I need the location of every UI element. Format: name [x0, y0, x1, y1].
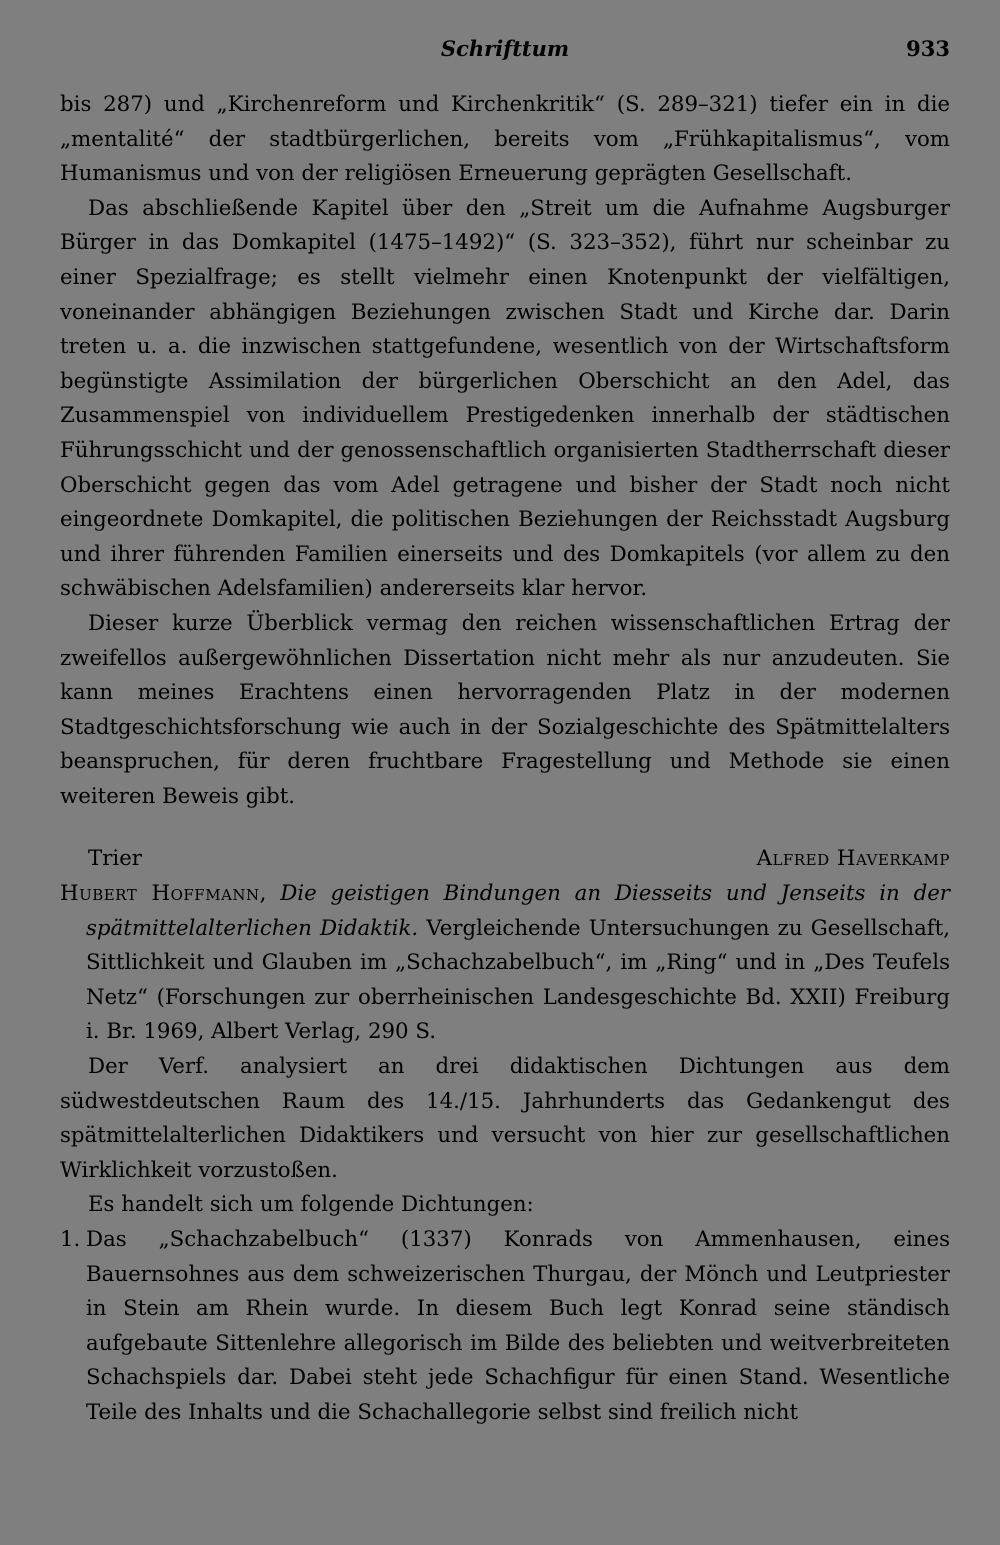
- review2-paragraph-1: Der Verf. analysiert an drei didaktischen Dichtungen aus dem südwestdeutschen Raum des 14./15. Jahrhunderts das Gedankengut des spätmittelalterlichen Didaktikers und versucht von hier zur gesellschaftlichen Wirklichkeit vorzustoßen.: [60, 1054, 950, 1183]
- book-details: Vergleichende Untersuchungen zu Gesellschaft, Sittlichkeit und Glauben im „Schachzabelbuch“, im „Ring“ und in „Des Teufels Netz“ (Forschungen zur oberrheinischen Landesgeschichte Bd. XXII) Freiburg i. Br. 1969, Albert Verlag, 290 S.: [86, 915, 950, 1045]
- signature-place: Trier: [88, 846, 142, 872]
- book-title: Die geistigen Bindungen an Diesseits und Jenseits in der spätmittelalterlichen Didaktik.: [86, 881, 950, 941]
- list-item-text: Das „Schachzabelbuch“ (1337) Konrads von Ammenhausen, eines Bauernsohnes aus dem schweizerischen Thurgau, der Mönch und Leutpriester in Stein am Rhein wurde. In diesem Buch legt Konrad seine ständisch aufgebaute Sittenlehre allegorisch im Bilde des beliebten und weitverbreiteten Schachspiels dar. Dabei steht jede Schachfigur für einen Stand. Wesentliche Teile des Inhalts und die Schachallegorie selbst sind freilich nicht: [86, 1227, 950, 1425]
- page-number: 933: [906, 36, 950, 61]
- page-header: [60, 36, 950, 64]
- author-separator: ,: [259, 881, 281, 907]
- list-item: [60, 1223, 950, 1431]
- reviewer-name: Alfred Haverkamp: [756, 846, 950, 872]
- page-body: [60, 88, 950, 1431]
- review1-paragraph-3: Dieser kurze Überblick vermag den reichen wissenschaftlichen Ertrag der zweifellos außergewöhnlichen Dissertation nicht mehr als nur anzudeuten. Sie kann meines Erachtens einen hervorragenden Platz in der modernen Stadtgeschichtsforschung wie auch in der Sozialgeschichte des Spätmittelalters beanspruchen, für deren fruchtbare Fragestellung und Methode sie einen weiteren Beweis gibt.: [60, 610, 950, 809]
- book-citation: [60, 877, 950, 1050]
- book-author: Hubert Hoffmann: [60, 881, 260, 907]
- review2-paragraph-2: Es handelt sich um folgende Dichtungen:: [88, 1192, 534, 1218]
- list-item-number: 1.: [60, 1227, 81, 1252]
- review1-paragraph-2: Das abschließende Kapitel über den „Streit um die Aufnahme Augsburger Bürger in das Domkapitel (1475–1492)“ (S. 323–352), führt nur scheinbar zu einer Spezialfrage; es stellt vielmehr einen Knotenpunkt der vielfältigen, voneinander abhängigen Beziehungen zwischen Stadt und Kirche dar. Darin treten u. a. die inzwischen stattgefundene, wesentlich von der Wirtschaftsform begünstigte Assimilation der bürgerlichen Oberschicht an den Adel, das Zusammenspiel von individuellem Prestigedenken innerhalb der städtischen Führungsschicht und der genossenschaftlich organisierten Stadtherrschaft dieser Oberschicht gegen das vom Adel getragene und bisher der Stadt noch nicht eingeordnete Domkapitel, die politischen Beziehungen der Reichsstadt Augsburg und ihrer führenden Familien einerseits und des Domkapitels (vor allem zu den schwäbischen Adelsfamilien) andererseits klar hervor.: [60, 195, 950, 602]
- review-signature: [60, 842, 950, 877]
- running-title: Schrifttum: [440, 36, 570, 61]
- review1-paragraph-1: bis 287) und „Kirchenreform und Kirchenkritik“ (S. 289–321) tiefer ein in die „mentalité“ der stadtbürgerlichen, bereits vom „Frühkapitalismus“, vom Humanismus und von der religiösen Erneuerung geprägten Gesellschaft.: [60, 92, 950, 187]
